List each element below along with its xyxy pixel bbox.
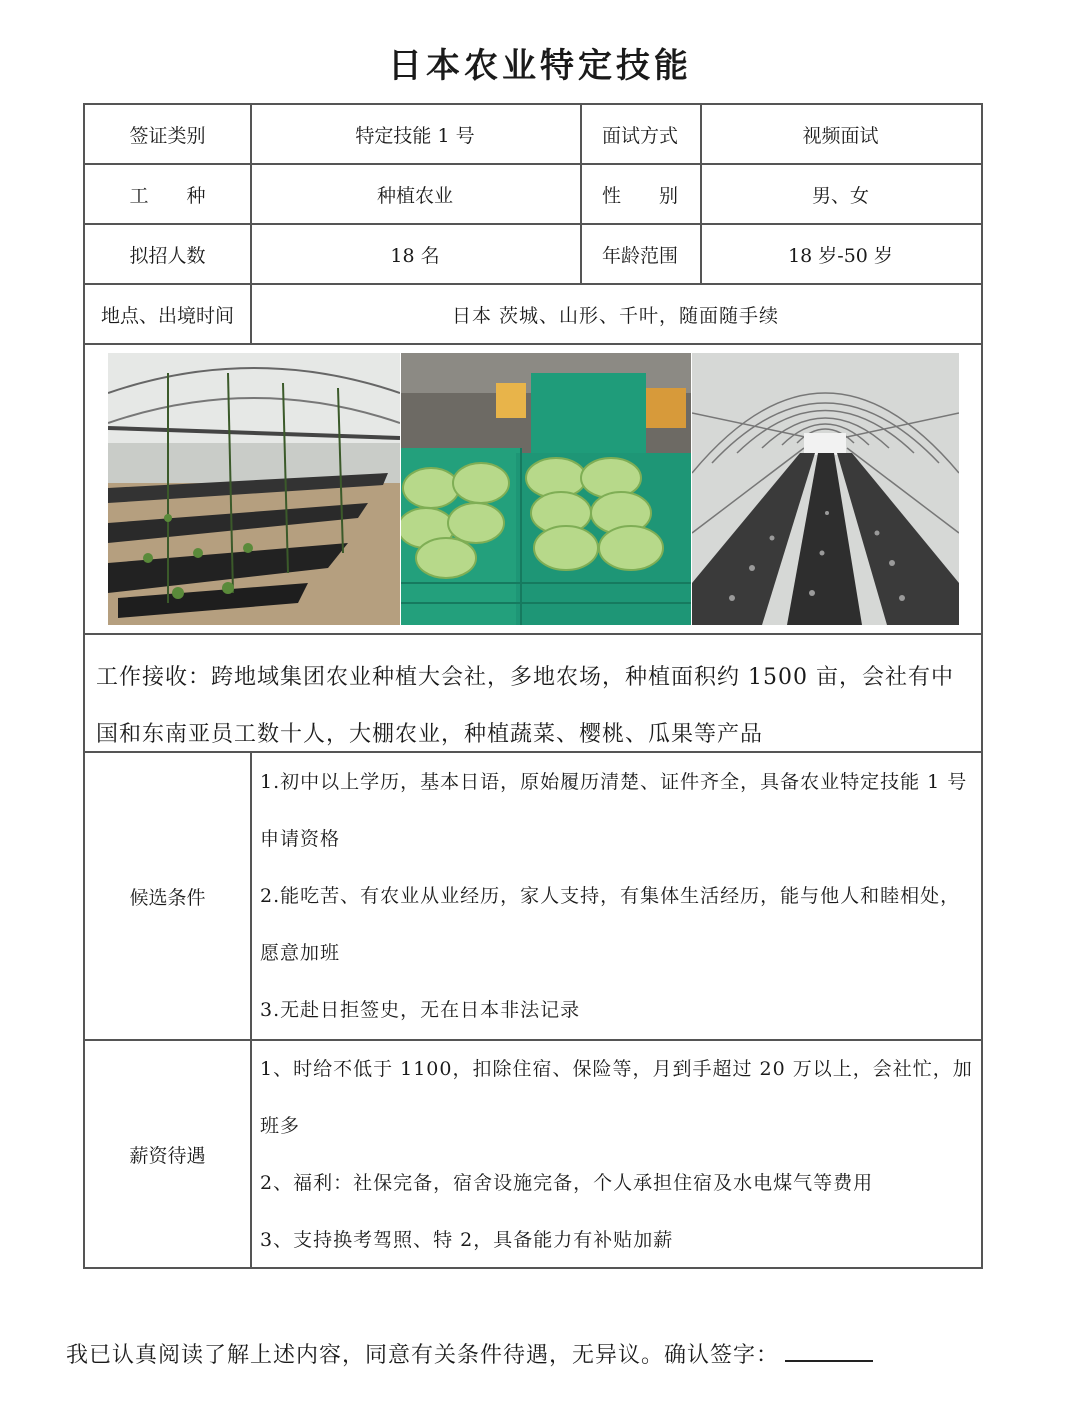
candidate-conditions-section xyxy=(85,753,981,1041)
work-intro: 工作接收：跨地域集团农业种植大会社，多地农场，种植面积约 1500 亩，会社有中国和东南亚员工数十人，大棚农业，种植蔬菜、樱桃、瓜果等产品 xyxy=(85,635,981,753)
list-item: 2、福利：社保完备，宿舍设施完备，个人承担住宿及水电煤气等费用 xyxy=(260,1172,874,1194)
headcount-value: 18 名 xyxy=(390,244,440,267)
headcount-label: 拟招人数 xyxy=(129,244,206,267)
confirmation-statement xyxy=(66,1338,873,1369)
list-item: 3、支持换考驾照、特 2，具备能力有补贴加薪 xyxy=(260,1229,674,1251)
table-row xyxy=(85,105,981,165)
gender-label: 性 别 xyxy=(601,184,678,207)
candidate-conditions-list xyxy=(260,754,973,1039)
signature-field[interactable] xyxy=(785,1340,873,1362)
list-item: 3.无赴日拒签史，无在日本非法记录 xyxy=(260,999,581,1021)
salary-list xyxy=(260,1041,973,1269)
location-value: 日本 茨城、山形、千叶，随面随手续 xyxy=(451,304,780,327)
photo-strip xyxy=(85,345,981,635)
visa-type-label: 签证类别 xyxy=(129,124,206,147)
visa-type-value: 特定技能 1 号 xyxy=(355,124,475,147)
job-type-value: 种植农业 xyxy=(376,184,453,207)
table-row xyxy=(85,225,981,285)
job-type-label: 工 种 xyxy=(129,184,206,207)
age-range-label: 年龄范围 xyxy=(601,244,678,267)
age-range-value: 18 岁-50 岁 xyxy=(788,244,893,267)
list-item: 1.初中以上学历，基本日语，原始履历清楚、证件齐全，具备农业特定技能 1 号申请资格 xyxy=(260,771,968,850)
interview-method-value: 视频面试 xyxy=(802,124,879,147)
salary-label: 薪资待遇 xyxy=(129,1144,206,1167)
cabbage-crates-photo xyxy=(401,353,691,625)
page-title: 日本农业特定技能 xyxy=(388,46,692,86)
salary-section xyxy=(85,1041,981,1267)
location-label: 地点、出境时间 xyxy=(100,304,234,327)
table-row xyxy=(85,285,981,345)
list-item: 2.能吃苦、有农业从业经历，家人支持，有集体生活经历，能与他人和睦相处，愿意加班 xyxy=(260,885,961,964)
interview-method-label: 面试方式 xyxy=(601,124,678,147)
table-row xyxy=(85,165,981,225)
list-item: 1、时给不低于 1100，扣除住宿、保险等，月到手超过 20 万以上，会社忙，加班多 xyxy=(260,1058,973,1137)
candidate-conditions-label: 候选条件 xyxy=(129,886,206,909)
job-info-table xyxy=(83,103,983,1269)
confirmation-text: 我已认真阅读了解上述内容，同意有关条件待遇，无异议。确认签字： xyxy=(66,1343,780,1368)
greenhouse-tunnel-photo xyxy=(692,353,959,625)
greenhouse-seedlings-photo xyxy=(108,353,400,625)
gender-value: 男、女 xyxy=(811,184,869,207)
